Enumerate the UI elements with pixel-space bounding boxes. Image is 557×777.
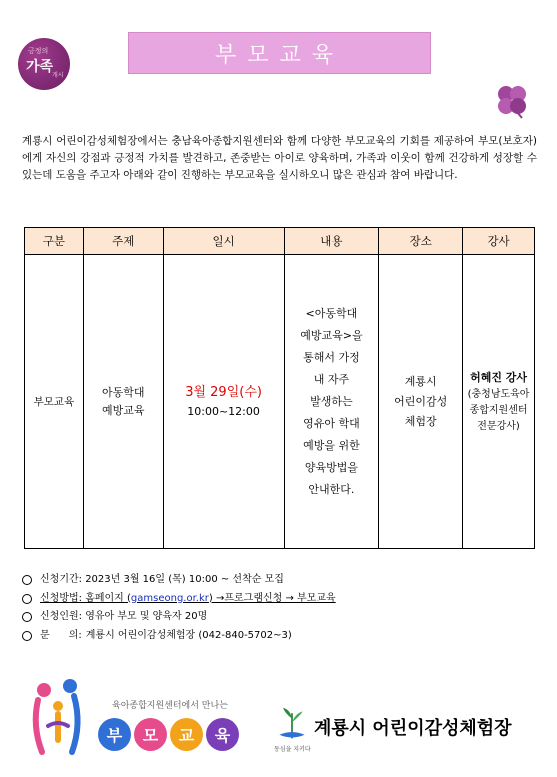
page-title: 부모교육 — [128, 32, 431, 74]
content-line: 내 자주 — [313, 372, 350, 386]
badge-char: 교 — [170, 718, 203, 751]
cell-topic — [83, 255, 163, 549]
place-line: 계룡시 — [404, 374, 437, 388]
logo-tiny-text: 개시 — [52, 72, 64, 79]
cell-lecturer — [463, 255, 535, 549]
header-place: 장소 — [379, 228, 463, 255]
cell-category: 부모교육 — [25, 255, 84, 549]
period-text: 신청기간: 2023년 3월 16일 (목) 10:00 ~ 선착순 모집 — [40, 574, 284, 585]
info-period — [22, 571, 537, 590]
circle-bullet-icon — [22, 575, 32, 585]
header-category: 구분 — [25, 228, 84, 255]
info-method — [22, 590, 537, 609]
footer-caption: 육아종합지원센터에서 만나는 — [112, 701, 228, 711]
method-prefix: 신청방법: 홈페이지 ( — [40, 592, 131, 604]
content-line: 예방을 위한 — [303, 438, 360, 452]
event-time: 10:00~12:00 — [187, 404, 260, 418]
parent-education-logo — [26, 676, 244, 756]
content-line: 영유아 학대 — [303, 416, 360, 430]
lecturer-org-line: 종합지원센터 — [469, 405, 528, 416]
place-line: 체험장 — [404, 414, 437, 428]
program-logo — [18, 38, 70, 90]
intro-text: 계룡시 어린이감성체험장에서는 충남육아종합지원센터와 함께 다양한 부모교육의 기회를 제공하여 부모(보호자)에게 자신의 강점과 긍정적 가치를 발견하고, 존중받는 아이로 양육하며, 가족과 이웃이 함께 건강하게 성장할 수 있는데 도움을 주고자 아래와 같이 진행하는 부모교육을 실시하오니 많은 관심과 참여 바랍니다. — [22, 135, 537, 181]
count-text: 신청인원: 영유아 부모 및 양육자 20명 — [40, 611, 208, 622]
info-contact — [22, 627, 537, 646]
method-suffix: ) →프로그램신청 → 부모교육 — [208, 592, 336, 604]
badge-char: 부 — [98, 718, 131, 751]
header-content: 내용 — [284, 228, 379, 255]
cell-content — [284, 255, 379, 549]
cell-datetime — [163, 255, 284, 549]
header-lecturer: 강사 — [463, 228, 535, 255]
cell-place — [379, 255, 463, 549]
place-line: 어린이감성 — [394, 394, 448, 408]
lecturer-name: 허혜진 강사 — [470, 371, 528, 384]
circle-bullet-icon — [22, 612, 32, 622]
education-table — [24, 227, 535, 549]
info-count — [22, 608, 537, 627]
circle-bullet-icon — [22, 631, 32, 641]
organization-logo — [272, 704, 537, 758]
badge-char: 모 — [134, 718, 167, 751]
content-line: 통해서 가정 — [303, 350, 360, 364]
lecturer-org-line: 전문강사) — [477, 421, 520, 432]
topic-line: 예방교육 — [102, 403, 145, 417]
contact-value: 계룡시 어린이감성체험장 (042-840-5702~3) — [85, 629, 292, 641]
family-icon — [26, 676, 96, 756]
content-line: 안내한다. — [308, 482, 355, 496]
organization-slogan: 동심을 지키다 — [274, 746, 311, 753]
table-row — [25, 255, 535, 549]
logo-big-text: 가족 — [26, 59, 54, 75]
clover-icon — [492, 80, 532, 120]
table-header-row — [25, 228, 535, 255]
footer-badges — [98, 718, 239, 751]
badge-char: 육 — [206, 718, 239, 751]
application-info — [22, 571, 537, 645]
content-line: 발생하는 — [310, 394, 353, 408]
sprout-icon — [274, 704, 310, 744]
contact-label: 문 의: — [40, 629, 82, 641]
topic-line: 아동학대 — [102, 385, 145, 399]
circle-bullet-icon — [22, 594, 32, 604]
content-line: <아동학대 — [305, 306, 358, 320]
header-topic: 주제 — [83, 228, 163, 255]
content-line: 양육방법을 — [304, 460, 358, 474]
method-text — [40, 590, 336, 609]
organization-name: 계룡시 어린이감성체험장 — [314, 718, 512, 739]
logo-small-text: 긍정의 — [28, 47, 49, 55]
lecturer-org-line: (충청남도육아 — [467, 389, 530, 400]
event-date: 3월 29일(수) — [185, 384, 262, 400]
header-datetime: 일시 — [163, 228, 284, 255]
content-line: 예방교육>을 — [300, 328, 363, 342]
homepage-link[interactable]: gamseong.or.kr — [130, 592, 209, 604]
